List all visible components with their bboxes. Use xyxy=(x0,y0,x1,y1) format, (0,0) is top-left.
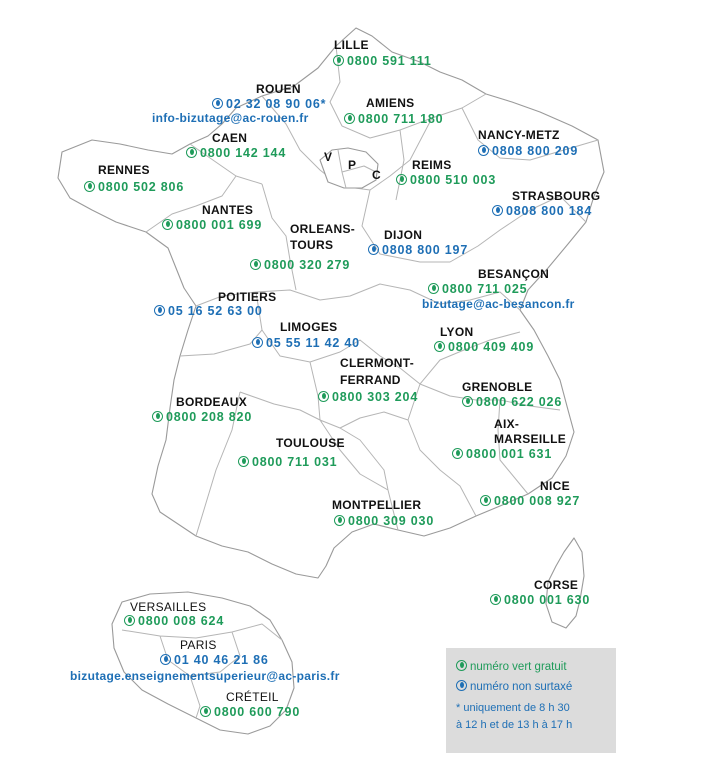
phone-clermont: 0800 303 204 xyxy=(318,390,418,405)
legend-note-line2: à 12 h et de 13 h à 17 h xyxy=(456,719,573,731)
region-name-clermont-line1: CLERMONT- xyxy=(340,356,415,370)
phone-nancy-metz: 0808 800 209 xyxy=(478,144,578,159)
email-paris[interactable]: bizutage.enseignementsuperieur@ac-paris.fr xyxy=(70,669,340,683)
phone-grenoble: 0800 622 026 xyxy=(462,395,562,410)
phone-icon xyxy=(434,341,445,352)
region-name-clermont-line2: FERRAND xyxy=(340,373,401,387)
phone-icon xyxy=(152,411,163,422)
region-name-amiens: AMIENS xyxy=(366,96,415,110)
region-name-corse: CORSE xyxy=(534,578,579,592)
legend-box xyxy=(446,648,616,753)
phone-icon xyxy=(84,181,95,192)
phone-limoges: 05 55 11 42 40 xyxy=(252,336,360,351)
phone-strasbourg: 0808 800 184 xyxy=(492,204,592,219)
phone-icon xyxy=(344,113,355,124)
region-name-rouen: ROUEN xyxy=(256,82,301,96)
phone-nice: 0800 008 927 xyxy=(480,494,580,509)
region-name-montpellier: MONTPELLIER xyxy=(332,498,422,512)
region-name-nice: NICE xyxy=(540,479,570,493)
phone-icon xyxy=(452,448,463,459)
region-name-dijon: DIJON xyxy=(384,228,423,242)
inset-letter-v: V xyxy=(324,150,333,164)
region-name-grenoble: GRENOBLE xyxy=(462,380,533,394)
region-name-poitiers: POITIERS xyxy=(218,290,277,304)
phone-icon xyxy=(456,680,467,691)
phone-icon xyxy=(428,283,439,294)
phone-icon xyxy=(333,55,344,66)
phone-icon xyxy=(368,244,379,255)
phone-icon xyxy=(492,205,503,216)
phone-amiens: 0800 711 180 xyxy=(344,112,443,127)
phone-lille: 0800 591 111 xyxy=(333,54,432,69)
region-name-aix-line2: MARSEILLE xyxy=(494,432,567,446)
region-name-caen: CAEN xyxy=(212,131,248,145)
inset-letter-c: C xyxy=(372,168,381,182)
phone-rennes: 0800 502 806 xyxy=(84,180,184,195)
phone-aix-marseille: 0800 001 631 xyxy=(452,447,552,462)
phone-orleans-tours: 0800 320 279 xyxy=(250,258,350,273)
region-name-aix-line1: AIX- xyxy=(494,417,520,431)
phone-icon xyxy=(396,174,407,185)
phone-icon xyxy=(124,615,135,626)
region-name-besancon: BESANÇON xyxy=(478,267,550,281)
phone-montpellier: 0800 309 030 xyxy=(334,514,434,529)
phone-lyon: 0800 409 409 xyxy=(434,340,534,355)
phone-caen: 0800 142 144 xyxy=(186,146,286,161)
phone-icon xyxy=(456,660,467,671)
phone-icon xyxy=(490,594,501,605)
region-name-creteil: CRÉTEIL xyxy=(226,690,279,704)
region-name-orleans-line2: TOURS xyxy=(290,238,334,252)
phone-icon xyxy=(334,515,345,526)
region-name-strasbourg: STRASBOURG xyxy=(512,189,601,203)
region-name-limoges: LIMOGES xyxy=(280,320,338,334)
legend-non-surtaxe-row: numéro non surtaxé xyxy=(456,680,572,693)
region-name-toulouse: TOULOUSE xyxy=(276,436,345,450)
phone-icon xyxy=(462,396,473,407)
region-name-nancy-metz: NANCY-METZ xyxy=(478,128,560,142)
phone-dijon: 0808 800 197 xyxy=(368,243,468,258)
phone-versailles: 0800 008 624 xyxy=(124,614,224,629)
phone-bordeaux: 0800 208 820 xyxy=(152,410,252,425)
phone-icon xyxy=(212,98,223,109)
legend-note-line1: * uniquement de 8 h 30 xyxy=(456,702,570,714)
region-name-paris: PARIS xyxy=(180,638,217,652)
phone-paris: 01 40 46 21 86 xyxy=(160,653,269,668)
phone-icon xyxy=(186,147,197,158)
phone-nantes: 0800 001 699 xyxy=(162,218,262,233)
email-rouen[interactable]: info-bizutage@ac-rouen.fr xyxy=(152,111,309,125)
region-name-lille: LILLE xyxy=(334,38,369,52)
email-besancon[interactable]: bizutage@ac-besancon.fr xyxy=(422,297,575,311)
legend-vert-row: numéro vert gratuit xyxy=(456,660,567,673)
region-name-nantes: NANTES xyxy=(202,203,254,217)
phone-icon xyxy=(160,654,171,665)
phone-icon xyxy=(480,495,491,506)
phone-icon xyxy=(250,259,261,270)
phone-icon xyxy=(238,456,249,467)
phone-besancon: 0800 711 025 xyxy=(428,282,527,297)
phone-poitiers: 05 16 52 63 00 xyxy=(154,304,263,319)
region-name-reims: REIMS xyxy=(412,158,452,172)
region-name-orleans-line1: ORLEANS- xyxy=(290,222,356,236)
region-name-bordeaux: BORDEAUX xyxy=(176,395,248,409)
region-name-rennes: RENNES xyxy=(98,163,150,177)
phone-icon xyxy=(252,337,263,348)
phone-corse: 0800 001 630 xyxy=(490,593,590,608)
inset-letter-p: P xyxy=(348,158,357,172)
phone-icon xyxy=(478,145,489,156)
region-name-lyon: LYON xyxy=(440,325,474,339)
phone-rouen: 02 32 08 90 06* xyxy=(212,97,326,112)
region-name-versailles: VERSAILLES xyxy=(130,600,207,614)
phone-icon xyxy=(154,305,165,316)
phone-icon xyxy=(318,391,329,402)
phone-toulouse: 0800 711 031 xyxy=(238,455,337,470)
phone-reims: 0800 510 003 xyxy=(396,173,496,188)
phone-creteil: 0800 600 790 xyxy=(200,705,300,720)
phone-icon xyxy=(162,219,173,230)
phone-icon xyxy=(200,706,211,717)
